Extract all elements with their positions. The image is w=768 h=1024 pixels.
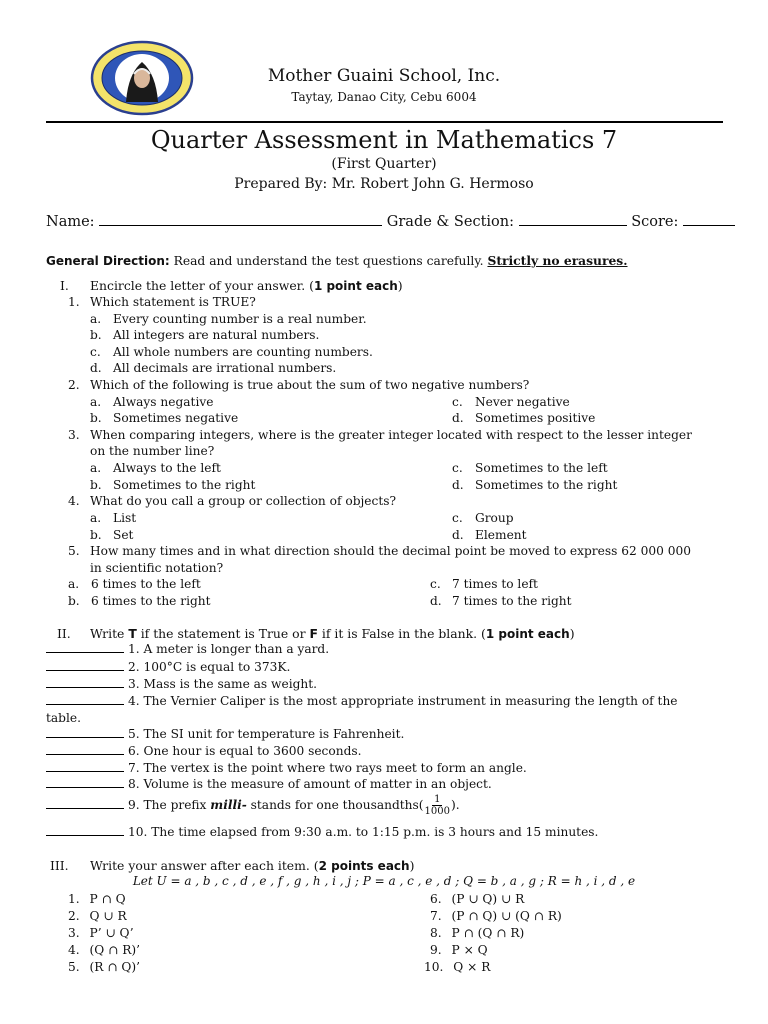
page-title: Quarter Assessment in Mathematics 7 [150,126,618,154]
q5-option-c[interactable]: c. [430,577,441,591]
tf-answer-blank[interactable] [46,661,124,671]
tf-item-10: 10. The time elapsed from 9:30 a.m. to 1:15 p.m. is 3 hours and 15 minutes. [46,825,598,839]
grade-blank[interactable] [519,213,627,226]
tf-item-1: 1. A meter is longer than a yard. [46,642,329,656]
tf-item-4: 4. The Vernier Caliper is the most appropriate instrument in measuring the length of the [46,694,678,708]
q4-option-b-text: Set [113,528,134,542]
school-address: Taytay, Danao City, Cebu 6004 [291,90,477,104]
part3-numeral: III. [50,858,69,873]
set-item-7: 7. (P ∩ Q) ∪ (Q ∩ R) [430,909,562,923]
q4-option-d[interactable]: d. [452,528,464,542]
q2-option-d[interactable]: d. [452,411,464,425]
tf-item-2: 2. 100°C is equal to 373K. [46,660,290,674]
q5-option-b-text: 6 times to the right [91,594,211,608]
tf-item-3: 3. Mass is the same as weight. [46,677,317,691]
set-item-5: 5. (R ∩ Q)’ [68,960,141,974]
q3-number: 3. [68,428,80,442]
tf-answer-blank[interactable] [46,695,124,705]
q3-option-b[interactable]: b. [90,478,102,492]
part2-numeral: II. [57,626,71,641]
tf-item-9: 9. The prefix milli- stands for one thousandths( $\frac{1}{1000}$ ). [46,794,460,817]
part2-instruction: Write T if the statement is True or F if it is False in the blank. (1 point each) [90,626,575,641]
tf-item-4-cont: table. [46,711,81,725]
q5-option-b[interactable]: b. [68,594,80,608]
tf-answer-blank[interactable] [46,643,124,653]
q3-text-line1: When comparing integers, where is the greater integer located with respect to the lesser integer [90,428,692,442]
page-subtitle: (First Quarter) [331,156,437,172]
tf-answer-blank[interactable] [46,745,124,755]
q4-option-b[interactable]: b. [90,528,102,542]
tf-item-6: 6. One hour is equal to 3600 seconds. [46,744,362,758]
q1-option-d[interactable]: d. [90,361,102,375]
tf-item-5: 5. The SI unit for temperature is Fahrenheit. [46,727,404,741]
q4-option-a[interactable]: a. [90,511,102,525]
direction-emphasis: Strictly no erasures. [487,253,628,268]
q5-option-a-text: 6 times to the left [91,577,201,591]
set-item-1: 1. P ∩ Q [68,892,126,906]
name-label: Name: [46,214,95,230]
q4-option-c[interactable]: c. [452,511,463,525]
set-item-2: 2. Q ∪ R [68,909,127,923]
q3-option-a-text: Always to the left [113,461,221,475]
q5-text-line1: How many times and in what direction should the decimal point be moved to express 62 000 000 [90,544,691,558]
tf-answer-blank[interactable] [46,678,124,688]
part1-numeral: I. [60,278,69,293]
q2-option-a-text: Always negative [113,395,214,409]
fraction-one-thousandth: $\frac{1}{1000}$ [424,794,450,817]
q4-number: 4. [68,494,80,508]
q3-option-c[interactable]: c. [452,461,463,475]
q3-option-d-text: Sometimes to the right [475,478,618,492]
q2-option-c[interactable]: c. [452,395,463,409]
set-item-9: 9. P × Q [430,943,488,957]
q1-number: 1. [68,295,80,309]
q4-option-a-text: List [113,511,137,525]
q3-option-b-text: Sometimes to the right [113,478,256,492]
student-info-line [46,213,735,230]
q1-option-a[interactable]: a. [90,312,102,326]
score-blank[interactable] [683,213,735,226]
q5-option-c-text: 7 times to left [452,577,538,591]
score-label: Score: [631,214,679,230]
q5-text-line2: in scientific notation? [90,561,224,575]
tf-answer-blank[interactable] [46,762,124,772]
q1-option-c[interactable]: c. [90,345,101,359]
school-name: Mother Guaini School, Inc. [267,66,501,86]
set-item-4: 4. (Q ∩ R)’ [68,943,141,957]
set-item-6: 6. (P ∪ Q) ∪ R [430,892,525,906]
set-item-3: 3. P’ ∪ Q’ [68,926,134,940]
prepared-by: Prepared By: Mr. Robert John G. Hermoso [234,176,534,192]
q2-option-d-text: Sometimes positive [475,411,596,425]
tf-item-8: 8. Volume is the measure of amount of matter in an object. [46,777,492,791]
q3-option-c-text: Sometimes to the left [475,461,608,475]
set-item-10: 10. Q × R [424,960,491,974]
tf-answer-blank[interactable] [46,826,124,836]
q5-number: 5. [68,544,80,558]
q2-option-b[interactable]: b. [90,411,102,425]
q1-option-d-text: All decimals are irrational numbers. [113,361,337,375]
name-blank[interactable] [99,213,382,226]
q2-option-b-text: Sometimes negative [113,411,239,425]
q3-text-line2: on the number line? [90,444,215,458]
tf-answer-blank[interactable] [46,799,124,809]
q5-option-d[interactable]: d. [430,594,442,608]
part3-instruction: Write your answer after each item. (2 points each) [90,858,415,873]
q2-text: Which of the following is true about the sum of two negative numbers? [90,378,530,392]
q5-option-d-text: 7 times to the right [452,594,572,608]
general-direction [46,253,628,268]
tf-answer-blank[interactable] [46,778,124,788]
grade-label: Grade & Section: [386,214,514,230]
q1-option-b[interactable]: b. [90,328,102,342]
q2-option-c-text: Never negative [475,395,570,409]
set-item-8: 8. P ∩ (Q ∩ R) [430,926,525,940]
q2-number: 2. [68,378,80,392]
q4-option-c-text: Group [475,511,514,525]
q5-option-a[interactable]: a. [68,577,80,591]
q2-option-a[interactable]: a. [90,395,102,409]
q1-option-b-text: All integers are natural numbers. [113,328,320,342]
direction-text: Read and understand the test questions carefully. [169,254,488,268]
set-definition: Let U = a , b , c , d , e , f , g , h , i , j ; P = a , c , e , d ; Q = b , a , g ; R = h , i , d , e [132,874,636,888]
header-divider [46,121,723,123]
q3-option-a[interactable]: a. [90,461,102,475]
q1-text: Which statement is TRUE? [90,295,256,309]
q4-option-d-text: Element [475,528,527,542]
part1-instruction: Encircle the letter of your answer. (1 point each) [90,278,403,293]
tf-answer-blank[interactable] [46,728,124,738]
q4-text: What do you call a group or collection of objects? [90,494,397,508]
q1-option-a-text: Every counting number is a real number. [113,312,367,326]
direction-label: General Direction: [46,254,170,268]
tf-item-7: 7. The vertex is the point where two rays meet to form an angle. [46,761,527,775]
q1-option-c-text: All whole numbers are counting numbers. [113,345,373,359]
q3-option-d[interactable]: d. [452,478,464,492]
